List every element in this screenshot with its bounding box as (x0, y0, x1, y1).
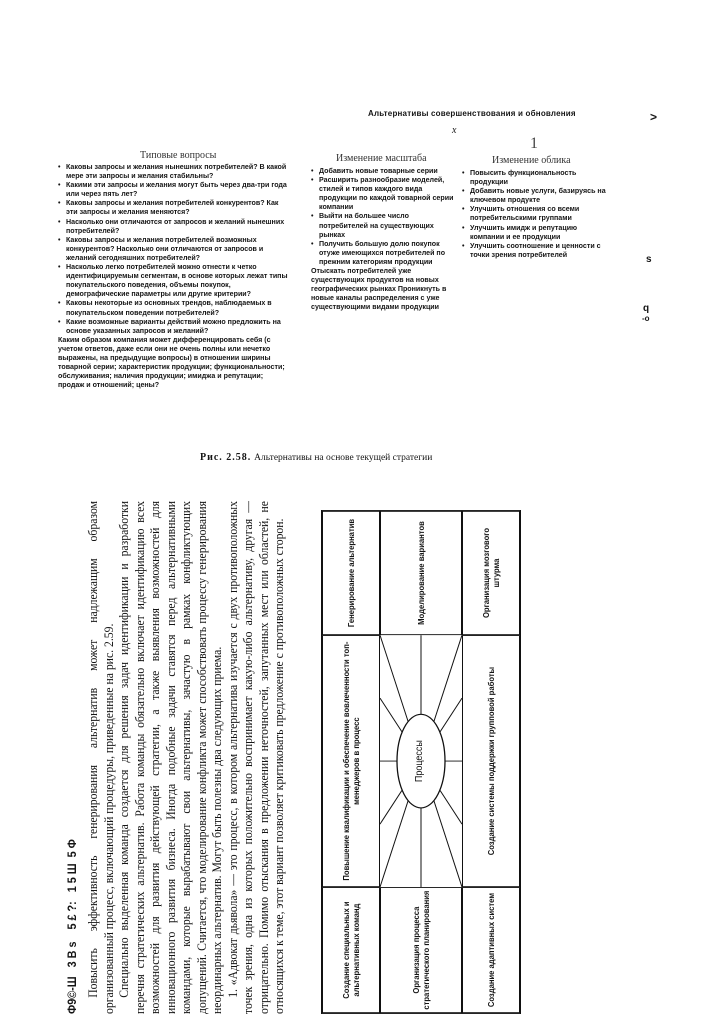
process-diagram (321, 510, 521, 1014)
diagram-box-top-management: Повышение квалификации и обеспечение вовлеченности топ-менеджеров в процесс (322, 635, 380, 887)
list-item: • Расширить разнообразие моделей, стилей и типов каждого вида продукции по каждой товарной серии компании (311, 176, 459, 212)
image-change-heading: Изменение облика (492, 155, 571, 166)
margin-o-mark: -o (642, 314, 650, 323)
list-item: • Насколько они отличаются от запросов и желаний нынешних потребителей? (58, 218, 288, 236)
diagram-box-group-support: Создание системы поддержки групповой работы (462, 635, 520, 887)
diagram-box-adaptive-systems: Создание адаптивных систем (462, 887, 520, 1013)
typical-questions-tail: Каким образом компания может дифференцировать себя (с учетом ответов, даже если они не очень полны или нечетко выражены, на предыдущие вопросы) в отношении ширины товарной серии; характеристик продукции; функциональности; обслуживания; наличия продукции; имиджа и репутации; продаж и отношений; цены? (58, 335, 285, 390)
rotated-page-section (63, 483, 633, 1023)
list-item: • Выйти на большее число потребителей на существующих рынках (311, 212, 459, 239)
list-item: • Улучшить отношения со всеми потребительскими группами (462, 205, 612, 223)
list-item: • Повысить функциональность продукции (462, 169, 612, 187)
typical-questions-list (58, 163, 288, 336)
list-item: • Каковы некоторые из основных трендов, наблюдаемых в покупательском поведении потребителей? (58, 299, 288, 317)
body-paragraph: Повысить эффективность генерирования альтернатив может надлежащим образом организованный процесс, включающий процедуры, приведенные на рис. 2.59. (85, 501, 116, 1014)
header-x-mark: x (452, 125, 457, 136)
margin-glyph: Ф9©-Ш (65, 976, 79, 1014)
diagram-box-generate-alternatives: Генерирование альтернатив (322, 511, 380, 635)
list-item: • Какие возможные варианты действий можно предложить на основе указанных запросов и желаний? (58, 318, 288, 336)
typical-questions-column (58, 163, 288, 390)
list-item: • Каковы запросы и желания потребителей возможных конкурентов? Насколько они отличаются от запросов и желаний сегодняшних потребителей? (58, 236, 288, 263)
margin-s-mark: s (646, 254, 652, 265)
list-item: • Улучшить соотношение и ценности с точки зрения потребителей (462, 242, 612, 260)
body-paragraph: Специально выделенная команда создается для решения задач идентификации и разработки перечня стратегических альтернатив. Работа команды обязательно включает идентификацию всех возможностей для развития действующей стратегии, а также выявления возможностей для инновационного развития бизнеса. Иногда подобные задачи ставятся перед альтернативными командами, которые вырабатывают свои альтернативы, зачастую в рамках конфликтующих допущений. Считается, что моделирование конфликта может способствовать процессу генерирования неординарных альтернатив. Могут быть полезны два следующих приема. (116, 501, 224, 1014)
body-text-block (85, 501, 287, 1014)
list-item: • Каковы запросы и желания потребителей конкурентов? Как эти запросы и желания меняются? (58, 199, 288, 217)
right-arrow-mark: > (650, 110, 658, 124)
scale-change-list (311, 167, 459, 267)
figure-title: Альтернативы на основе текущей стратегии (254, 453, 433, 463)
running-header: Альтернативы совершенствования и обновления (368, 109, 576, 118)
margin-glyph: 5 £ ?: (65, 901, 79, 930)
image-change-column (462, 169, 612, 260)
list-item: • Улучшить имидж и репутацию компании и ее продукции (462, 224, 612, 242)
margin-glyph: 3 B s (65, 941, 79, 968)
diagram-center-label: Процессы (414, 740, 425, 783)
diagram-box-brainstorm: Организация мозгового штурма (462, 511, 520, 635)
diagram-box-modeling: Моделирование вариантов (380, 511, 462, 635)
body-paragraph: 1. «Адвокат дьявола» — это процесс, в котором альтернатива изучается с двух противоположных точек зрения, одна из которых положительно воспринимает какую-либо альтернативу, другая — отрицательно. Помимо отыскания в предложении неточностей, запутанных мест или областей, не относящихся к теме, этот вариант позволяет критиковать предложение с противоположных сторон. (224, 501, 286, 1014)
margin-glyph-row (65, 839, 79, 1014)
scale-change-heading: Изменение масштаба (336, 153, 427, 164)
list-item: • Получить большую долю покупок отуже имеющихся потребителей по прежним категориям продукции (311, 240, 459, 267)
scale-change-column (311, 167, 459, 313)
list-item: • Добавить новые услуги, базируясь на ключевом продукте (462, 187, 612, 205)
list-item: • Насколько легко потребителей можно отнести к четко идентифицируемым сегментам, в основе которых лежат типы покупательского поведения, объемы покупок, демографические параметры или другие критерии? (58, 263, 288, 299)
image-change-list (462, 169, 612, 260)
diagram-box-planning-process: Организация процесса стратегического планирования (380, 887, 462, 1013)
margin-q-mark: q (643, 303, 650, 314)
diagram-box-special-teams: Создание специальных и альтернативных команд (322, 887, 380, 1013)
header-one-mark: 1 (530, 135, 538, 152)
list-item: • Каковы запросы и желания нынешних потребителей? В какой мере эти запросы и желания стабильны? (58, 163, 288, 181)
margin-glyph: 1 5 Ш (65, 863, 79, 893)
figure-caption (200, 452, 432, 463)
scale-change-tail: Отыскать потребителей уже существующих продуктов на новых географических рынках Проникнуть в новые каналы распределения с уже существующими видами продукции (311, 267, 447, 312)
figure-label: Рис. 2.58. (200, 452, 252, 463)
margin-glyph: 5 Ф (65, 839, 79, 858)
list-item: • Какими эти запросы и желания могут быть через два-три года или через пять лет? (58, 181, 288, 199)
list-item: • Добавить новые товарные серии (311, 167, 459, 176)
typical-questions-heading: Типовые вопросы (140, 150, 217, 161)
